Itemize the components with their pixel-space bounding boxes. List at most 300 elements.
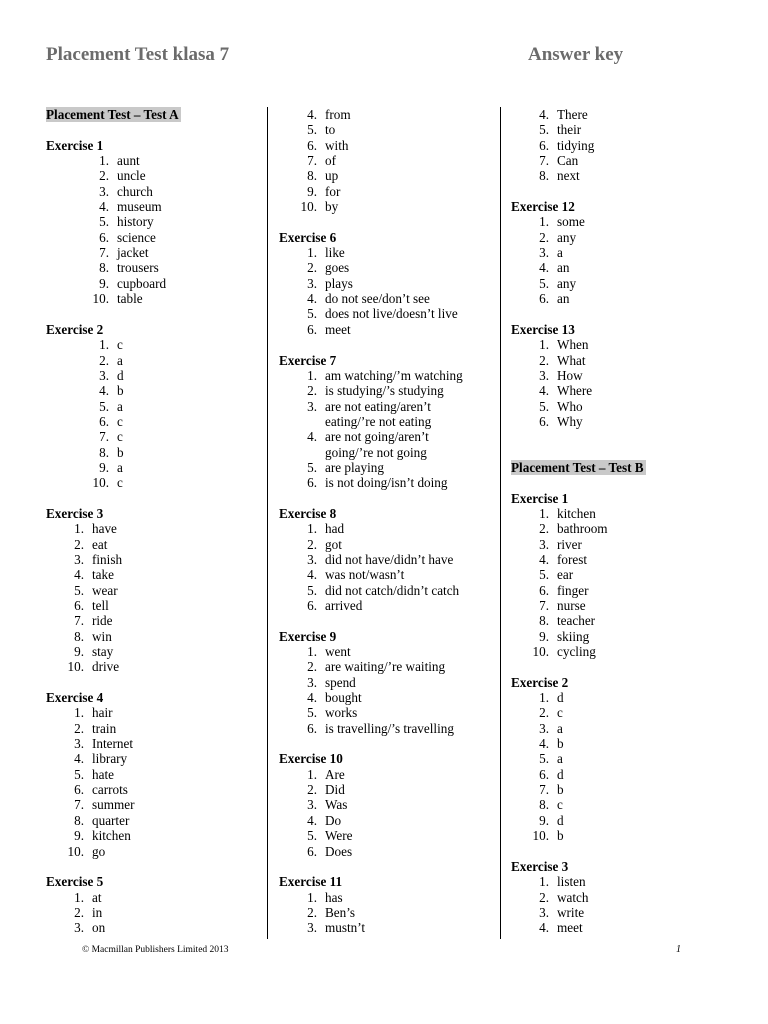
item-answer: c: [557, 705, 563, 721]
item-answer: quarter: [92, 812, 130, 828]
answer-item: [511, 905, 731, 920]
exercise-block: [279, 629, 489, 736]
item-answer: from: [325, 107, 351, 122]
answer-item: [279, 690, 489, 705]
item-answer: has: [325, 889, 343, 905]
item-answer: b: [557, 782, 564, 798]
item-answer: b: [117, 444, 124, 460]
answer-item: [511, 767, 731, 782]
item-answer: uncle: [117, 168, 146, 184]
item-number: 2.: [539, 705, 549, 721]
item-number: 1.: [539, 874, 549, 890]
item-number: 1.: [307, 245, 317, 261]
answer-item: [511, 644, 731, 659]
item-answer: any: [557, 275, 577, 291]
answer-item: [46, 828, 256, 843]
answer-item: [46, 598, 256, 613]
item-number: 5.: [74, 766, 84, 782]
item-answer: science: [117, 229, 156, 245]
item-number: 9.: [539, 628, 549, 644]
item-number: 10.: [532, 828, 549, 844]
item-number: 1.: [539, 337, 549, 353]
spacer: [279, 736, 489, 751]
exercise-block: [279, 230, 489, 337]
answer-item: [46, 767, 256, 782]
item-answer: went: [325, 644, 351, 660]
item-answer: a: [117, 398, 123, 414]
answer-item: [279, 322, 489, 337]
item-number: 4.: [74, 567, 84, 583]
answer-item: [46, 890, 256, 905]
item-answer: does not live/doesn’t live: [325, 306, 458, 322]
item-number: 9.: [74, 828, 84, 844]
item-answer: their: [557, 122, 582, 138]
item-answer: had: [325, 521, 345, 537]
item-answer: in: [92, 904, 103, 920]
answer-item: [279, 399, 489, 414]
answer-item: [46, 399, 256, 414]
spacer: [46, 675, 256, 690]
spacer: [46, 859, 256, 874]
item-answer: b: [557, 736, 564, 752]
item-number: 7.: [99, 429, 109, 445]
exercise-block: [511, 107, 731, 184]
answer-item: [511, 260, 731, 275]
item-number: 7.: [307, 153, 317, 169]
exercise-heading: Exercise 11: [279, 874, 343, 890]
answer-item: [511, 920, 731, 935]
item-number: 10.: [532, 644, 549, 660]
answer-item: [46, 184, 256, 199]
exercise-block: [46, 138, 256, 307]
item-number: 6.: [539, 766, 549, 782]
item-number: 7.: [539, 782, 549, 798]
answer-item: [511, 813, 731, 828]
item-number: 1.: [307, 367, 317, 383]
item-number: 2.: [539, 889, 549, 905]
item-answer: Who: [557, 398, 583, 414]
item-answer: a: [557, 720, 563, 736]
answer-item: [279, 429, 489, 444]
answer-item: [46, 552, 256, 567]
exercise-block: [46, 322, 256, 491]
item-answer: tell: [92, 598, 109, 613]
item-answer: tidying: [557, 137, 595, 153]
item-answer: at: [92, 889, 102, 905]
item-number: 8.: [74, 628, 84, 644]
exercise-block: [46, 874, 256, 935]
answer-item: [279, 368, 489, 383]
item-answer: kitchen: [557, 505, 596, 521]
item-number: 8.: [539, 797, 549, 813]
item-answer: jacket: [117, 245, 149, 261]
item-answer: bathroom: [557, 521, 608, 537]
column-3: [511, 107, 731, 936]
answer-item: [279, 583, 489, 598]
answer-item: [279, 521, 489, 536]
exercise-heading: Exercise 6: [279, 229, 337, 245]
item-number: 4.: [539, 920, 549, 936]
answer-item: [46, 721, 256, 736]
answer-item: [279, 567, 489, 582]
item-number: 8.: [74, 812, 84, 828]
answer-item: [279, 644, 489, 659]
exercise-block: [279, 506, 489, 613]
item-answer: cycling: [557, 644, 596, 660]
answer-item: [46, 537, 256, 552]
answer-item: [279, 828, 489, 843]
item-number: 2.: [307, 536, 317, 552]
item-answer: going/’re not going: [325, 444, 427, 460]
answer-item: [279, 168, 489, 183]
item-number: 8.: [307, 168, 317, 184]
answer-item: [279, 552, 489, 567]
item-answer: a: [557, 245, 563, 261]
answer-item: [511, 291, 731, 306]
answer-item: [46, 214, 256, 229]
item-number: 1.: [539, 690, 549, 706]
item-number: 4.: [539, 107, 549, 122]
answer-item: [279, 306, 489, 321]
item-answer: a: [557, 751, 563, 767]
column-1: [46, 107, 256, 936]
item-number: 4.: [99, 383, 109, 399]
spacer: [279, 337, 489, 352]
answer-item: [46, 383, 256, 398]
item-answer: finish: [92, 551, 123, 567]
item-answer: When: [557, 337, 589, 353]
answer-item: [511, 368, 731, 383]
item-answer: drive: [92, 659, 120, 675]
item-number: 8.: [539, 613, 549, 629]
answer-item: [511, 230, 731, 245]
item-answer: church: [117, 183, 153, 199]
item-answer: d: [557, 812, 564, 828]
answer-item: [46, 168, 256, 183]
answer-item: [46, 153, 256, 168]
item-number: 2.: [307, 659, 317, 675]
item-answer: spend: [325, 674, 356, 690]
item-answer: ride: [92, 613, 113, 629]
answer-item: [511, 567, 731, 582]
item-answer: with: [325, 137, 349, 153]
item-number: 2.: [74, 720, 84, 736]
answer-item: [46, 782, 256, 797]
item-number: 4.: [539, 383, 549, 399]
item-number: 2.: [307, 383, 317, 399]
item-answer: win: [92, 628, 112, 644]
exercise-heading: Exercise 8: [279, 505, 337, 521]
item-answer: am watching/’m watching: [325, 367, 463, 383]
item-answer: are playing: [325, 459, 384, 475]
item-number: 5.: [74, 582, 84, 598]
answer-item: [511, 353, 731, 368]
answer-item: [46, 276, 256, 291]
item-number: 3.: [99, 183, 109, 199]
answer-item: [46, 414, 256, 429]
answer-item: [46, 291, 256, 306]
item-number: 4.: [307, 429, 317, 445]
copyright-footer: © Macmillan Publishers Limited 2013: [82, 945, 229, 955]
item-number: 2.: [99, 352, 109, 368]
item-answer: arrived: [325, 598, 363, 613]
answer-item: [279, 138, 489, 153]
answer-item: [279, 107, 489, 122]
item-number: 1.: [99, 337, 109, 353]
item-number: 6.: [307, 843, 317, 859]
item-answer: listen: [557, 874, 586, 890]
answer-item: [46, 920, 256, 935]
item-number: 9.: [99, 459, 109, 475]
item-answer: eat: [92, 536, 108, 552]
item-answer: river: [557, 536, 582, 552]
answer-item: [46, 567, 256, 582]
answer-item: [46, 230, 256, 245]
item-number: 9.: [74, 644, 84, 660]
item-answer: Can: [557, 153, 579, 169]
answer-item: [511, 751, 731, 766]
item-number: 2.: [99, 168, 109, 184]
item-number: 4.: [539, 551, 549, 567]
section-heading: Placement Test – Test B: [511, 459, 644, 475]
item-number: 6.: [539, 137, 549, 153]
exercise-heading: Exercise 2: [46, 321, 104, 337]
item-number: 6.: [74, 782, 84, 798]
item-answer: skiing: [557, 628, 590, 644]
item-answer: c: [117, 475, 123, 491]
exercise-heading: Exercise 4: [46, 690, 104, 706]
item-answer: hair: [92, 705, 113, 721]
item-answer: did not catch/didn’t catch: [325, 582, 460, 598]
answer-item: [46, 751, 256, 766]
spacer: [46, 306, 256, 321]
answer-item: [46, 475, 256, 490]
item-number: 6.: [307, 720, 317, 736]
item-number: 5.: [99, 214, 109, 230]
item-number: 3.: [539, 245, 549, 261]
item-answer: up: [325, 168, 339, 184]
item-answer: c: [117, 413, 123, 429]
item-number: 6.: [539, 413, 549, 429]
item-answer: finger: [557, 582, 589, 598]
item-number: 1.: [307, 644, 317, 660]
item-answer: did not have/didn’t have: [325, 551, 454, 567]
exercise-block: [511, 199, 731, 306]
item-number: 3.: [74, 920, 84, 936]
item-number: 5.: [307, 705, 317, 721]
item-number: 2.: [74, 536, 84, 552]
exercise-block: [46, 506, 256, 675]
answer-item: [511, 214, 731, 229]
item-answer: What: [557, 352, 586, 368]
exercise-heading: Exercise 7: [279, 352, 337, 368]
item-number: 9.: [307, 183, 317, 199]
item-answer: Did: [325, 782, 345, 798]
item-number: 1.: [99, 153, 109, 169]
item-number: 2.: [539, 229, 549, 245]
answer-item: [511, 598, 731, 613]
spacer: [511, 844, 731, 859]
exercise-block: [46, 690, 256, 859]
item-number: 4.: [307, 107, 317, 122]
item-answer: forest: [557, 551, 588, 567]
answer-item: [511, 797, 731, 812]
item-number: 1.: [307, 889, 317, 905]
item-answer: How: [557, 367, 583, 383]
answer-item: [46, 460, 256, 475]
item-answer: Where: [557, 383, 593, 399]
item-answer: works: [325, 705, 358, 721]
answer-item: [511, 629, 731, 644]
item-answer: museum: [117, 199, 162, 215]
exercise-heading: Exercise 1: [511, 490, 569, 506]
answer-item: [46, 644, 256, 659]
item-answer: teacher: [557, 613, 596, 629]
exercise-heading: Exercise 13: [511, 321, 575, 337]
spacer: [279, 214, 489, 229]
item-answer: library: [92, 751, 128, 767]
spacer: [511, 429, 731, 444]
answer-item: [46, 613, 256, 628]
item-number: 5.: [99, 398, 109, 414]
item-number: 2.: [539, 352, 549, 368]
answer-item: [511, 414, 731, 429]
exercise-block: [279, 107, 489, 214]
item-number: 3.: [99, 367, 109, 383]
answer-item: [511, 552, 731, 567]
answer-item: [279, 890, 489, 905]
item-answer: c: [117, 429, 123, 445]
item-number: 9.: [539, 812, 549, 828]
column-divider: [267, 107, 268, 939]
item-number: 6.: [539, 582, 549, 598]
answer-item: [46, 337, 256, 352]
item-number: 1.: [74, 889, 84, 905]
item-number: 1.: [539, 214, 549, 230]
section-heading: Placement Test – Test A: [46, 107, 179, 122]
answer-item: [46, 905, 256, 920]
answer-item: [511, 399, 731, 414]
item-answer: Was: [325, 797, 348, 813]
answer-item: [279, 675, 489, 690]
item-number: [279, 414, 317, 429]
item-number: 3.: [307, 398, 317, 414]
item-answer: history: [117, 214, 154, 230]
answer-item: [279, 705, 489, 720]
answer-item: [46, 813, 256, 828]
item-answer: write: [557, 904, 585, 920]
exercise-block: [511, 675, 731, 844]
answer-item: [279, 782, 489, 797]
item-answer: table: [117, 291, 143, 307]
item-answer: meet: [557, 920, 583, 936]
exercise-heading: Exercise 2: [511, 674, 569, 690]
item-number: 9.: [99, 275, 109, 291]
answer-item: [46, 521, 256, 536]
exercise-block: [511, 322, 731, 429]
item-number: 7.: [74, 797, 84, 813]
item-answer: d: [557, 766, 564, 782]
item-number: 6.: [74, 598, 84, 613]
item-answer: Ben’s: [325, 904, 356, 920]
answer-item: [511, 168, 731, 183]
answer-item: [511, 245, 731, 260]
item-number: 4.: [307, 812, 317, 828]
answer-item: [279, 153, 489, 168]
answer-item: [46, 429, 256, 444]
answer-item: [279, 598, 489, 613]
item-answer: train: [92, 720, 117, 736]
answer-item: [511, 138, 731, 153]
answer-item: [279, 122, 489, 137]
answer-item: [279, 537, 489, 552]
answer-item: [46, 659, 256, 674]
item-answer: c: [117, 337, 123, 353]
item-number: 10.: [67, 843, 84, 859]
answer-item: [279, 245, 489, 260]
item-answer: to: [325, 122, 336, 138]
answer-item: [279, 721, 489, 736]
item-answer: mustn’t: [325, 920, 366, 936]
item-answer: carrots: [92, 782, 128, 798]
item-answer: d: [117, 367, 124, 383]
item-number: 1.: [539, 505, 549, 521]
item-number: 1.: [307, 521, 317, 537]
item-number: 8.: [99, 444, 109, 460]
exercise-block: [279, 874, 489, 935]
answer-item: [279, 184, 489, 199]
item-answer: wear: [92, 582, 118, 598]
answer-item: [46, 629, 256, 644]
item-answer: next: [557, 168, 580, 184]
item-number: 4.: [539, 736, 549, 752]
item-number: 6.: [539, 291, 549, 307]
answer-item: [511, 383, 731, 398]
item-number: 6.: [99, 229, 109, 245]
item-answer: Why: [557, 413, 583, 429]
item-number: 3.: [307, 920, 317, 936]
answer-item: [511, 537, 731, 552]
item-number: 7.: [74, 613, 84, 629]
answer-item: [46, 844, 256, 859]
answer-item: [46, 797, 256, 812]
answer-item: [46, 736, 256, 751]
answer-item: [46, 353, 256, 368]
item-answer: kitchen: [92, 828, 131, 844]
exercise-heading: Exercise 12: [511, 199, 575, 215]
item-number: 8.: [99, 260, 109, 276]
answer-item: [511, 583, 731, 598]
item-number: 5.: [539, 122, 549, 138]
answer-item: [279, 414, 489, 429]
item-answer: ear: [557, 567, 574, 583]
item-number: 7.: [539, 153, 549, 169]
answer-item: [511, 874, 731, 889]
answer-item: [279, 475, 489, 490]
item-number: 4.: [307, 567, 317, 583]
spacer: [279, 491, 489, 506]
answer-item: [279, 199, 489, 214]
page-number: 1: [676, 944, 681, 955]
exercise-heading: Exercise 10: [279, 751, 343, 767]
item-answer: have: [92, 521, 117, 537]
item-answer: nurse: [557, 598, 586, 613]
item-number: 6.: [307, 321, 317, 337]
item-number: 5.: [307, 306, 317, 322]
answer-item: [279, 659, 489, 674]
answer-item: [511, 337, 731, 352]
item-number: 4.: [539, 260, 549, 276]
